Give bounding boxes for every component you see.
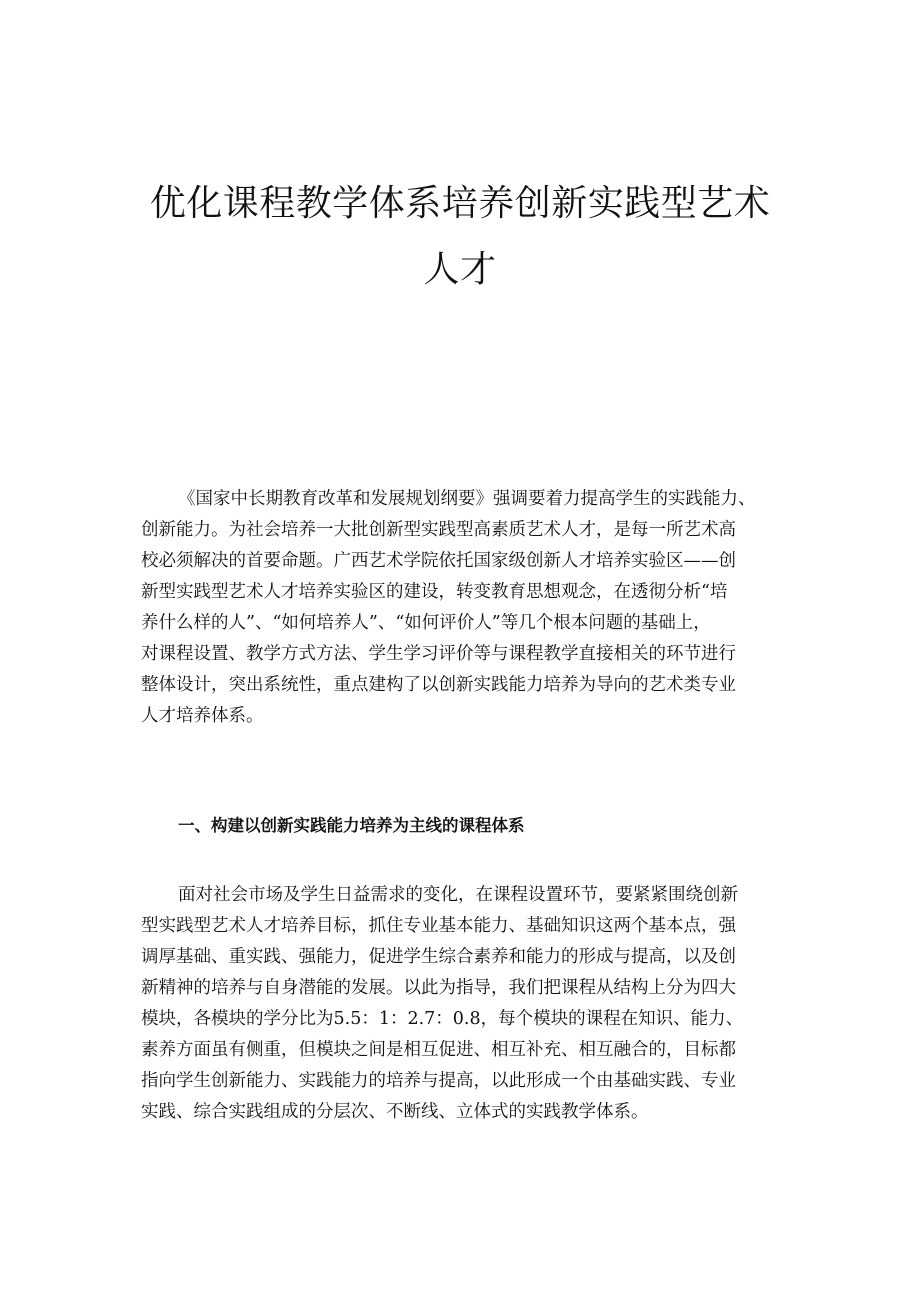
paragraph-line: 实践、综合实践组成的分层次、不断线、立体式的实践教学体系。: [141, 1102, 649, 1122]
paragraph-line: 指向学生创新能力、实践能力的培养与提高，以此形成一个由基础实践、专业: [141, 1071, 736, 1091]
section-paragraph: [141, 880, 781, 1128]
paragraph-line: 校必须解决的首要命题。广西艺术学院依托国家级创新人才培养实验区——创: [141, 551, 736, 571]
title-line-2: 人才: [423, 249, 497, 290]
paragraph-line: 创新能力。为社会培养一大批创新型实践型高素质艺术人才，是每一所艺术高: [141, 520, 736, 540]
paragraph-line: 调厚基础、重实践、强能力，促进学生综合素养和能力的形成与提高，以及创: [141, 947, 736, 967]
document-title: [0, 183, 920, 318]
title-line-1: 优化课程教学体系培养创新实践型艺术: [149, 183, 771, 224]
paragraph-line: 整体设计，突出系统性，重点建构了以创新实践能力培养为导向的艺术类专业: [141, 675, 736, 695]
paragraph-line: 型实践型艺术人才培养目标，抓住专业基本能力、基础知识这两个基本点，强: [141, 916, 736, 936]
paragraph-line: 模块，各模块的学分比为5.5：1：2.7：0.8，每个模块的课程在知识、能力、: [141, 1009, 744, 1029]
paragraph-line: 养什么样的人”、“如何培养人”、“如何评价人”等几个根本问题的基础上，: [141, 613, 711, 633]
intro-paragraph: [141, 484, 781, 732]
paragraph-line: 对课程设置、教学方式方法、学生学习评价等与课程教学直接相关的环节进行: [141, 644, 736, 664]
paragraph-line: 《国家中长期教育改革和发展规划纲要》强调要着力提高学生的实践能力、: [178, 489, 756, 509]
paragraph-line: 面对社会市场及学生日益需求的变化，在课程设置环节，要紧紧围绕创新: [178, 885, 738, 905]
paragraph-line: 新型实践型艺术人才培养实验区的建设，转变教育思想观念，在透彻分析“培: [141, 582, 728, 602]
paragraph-line: 人才培养体系。: [141, 706, 264, 726]
paragraph-line: 新精神的培养与自身潜能的发展。以此为指导，我们把课程从结构上分为四大: [141, 978, 736, 998]
paragraph-line: 素养方面虽有侧重，但模块之间是相互促进、相互补充、相互融合的，目标都: [141, 1040, 736, 1060]
section-heading: 一、构建以创新实践能力培养为主线的课程体系: [178, 816, 525, 835]
